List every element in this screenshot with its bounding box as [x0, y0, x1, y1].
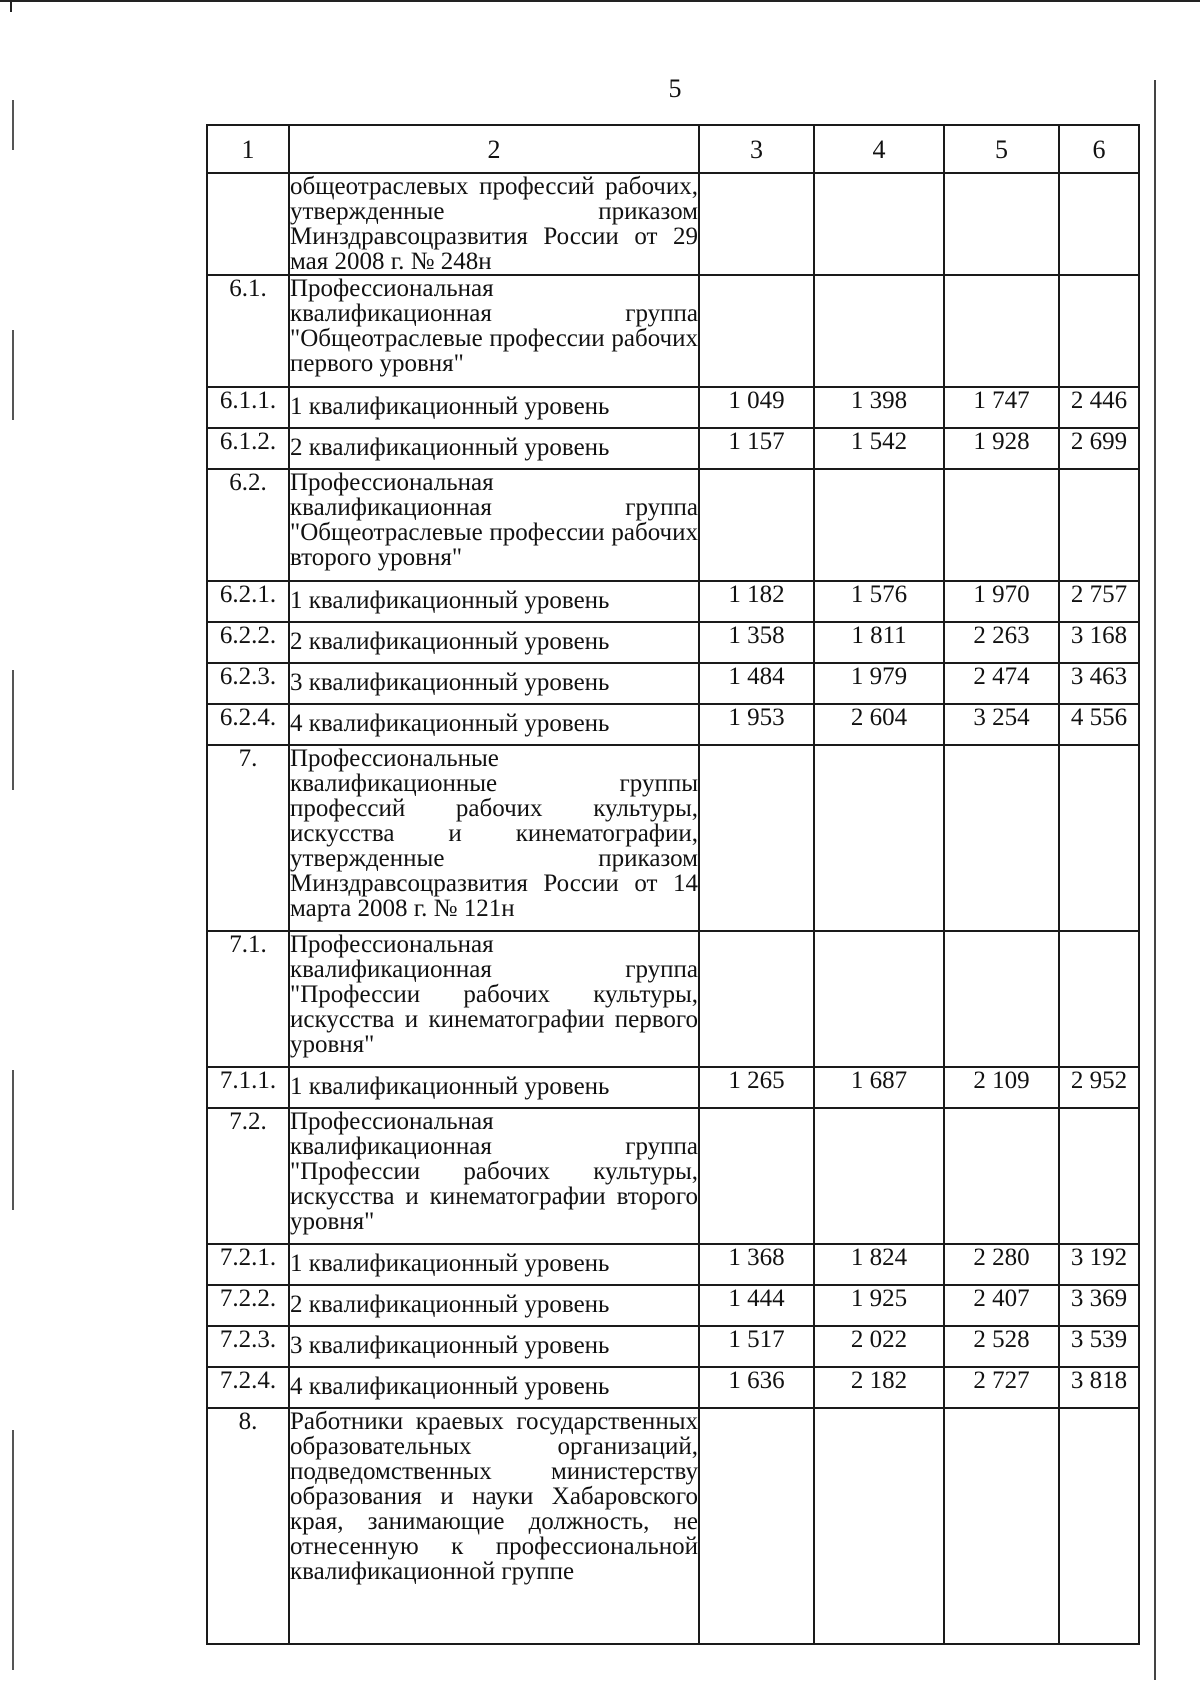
table-row [207, 173, 1139, 275]
value-col-6 [1059, 275, 1139, 387]
value-col-5: 1 747 [944, 387, 1059, 428]
scan-edge-left [10, 0, 12, 12]
value-col-6 [1059, 173, 1139, 275]
table-row [207, 704, 1139, 745]
value-col-4: 1 925 [814, 1285, 944, 1326]
scan-edge-top [0, 0, 1200, 2]
value-col-3 [699, 931, 814, 1067]
value-col-6: 2 699 [1059, 428, 1139, 469]
row-number: 7.2.3. [207, 1326, 289, 1367]
value-col-5 [944, 173, 1059, 275]
value-col-3: 1 265 [699, 1067, 814, 1108]
row-number: 7.2. [207, 1108, 289, 1244]
row-description: 3 квалификационный уровень [289, 663, 699, 704]
row-description: 1 квалификационный уровень [289, 387, 699, 428]
value-col-3: 1 049 [699, 387, 814, 428]
row-description: Профессиональная квалификационная группа "Общеотраслевые профессии рабочих первого уровня" [289, 275, 699, 387]
table-row [207, 1326, 1139, 1367]
value-col-5: 2 727 [944, 1367, 1059, 1408]
row-number: 6.1. [207, 275, 289, 387]
row-description: 1 квалификационный уровень [289, 1067, 699, 1108]
value-col-3: 1 157 [699, 428, 814, 469]
value-col-5: 1 970 [944, 581, 1059, 622]
value-col-4: 2 022 [814, 1326, 944, 1367]
value-col-6: 3 369 [1059, 1285, 1139, 1326]
value-col-5: 1 928 [944, 428, 1059, 469]
value-col-4 [814, 931, 944, 1067]
table-row [207, 428, 1139, 469]
value-col-4 [814, 1408, 944, 1644]
column-header-6: 6 [1059, 125, 1139, 173]
table-row [207, 1108, 1139, 1244]
row-description: 4 квалификационный уровень [289, 1367, 699, 1408]
row-description: 2 квалификационный уровень [289, 428, 699, 469]
value-col-5: 3 254 [944, 704, 1059, 745]
table-row [207, 1408, 1139, 1644]
page-number: 5 [668, 74, 682, 103]
value-col-4 [814, 469, 944, 581]
row-description: 4 квалификационный уровень [289, 704, 699, 745]
table-row [207, 931, 1139, 1067]
row-description: 3 квалификационный уровень [289, 1326, 699, 1367]
value-col-5: 2 280 [944, 1244, 1059, 1285]
row-description: Профессиональная квалификационная группа "Общеотраслевые профессии рабочих второго уровня" [289, 469, 699, 581]
row-number: 7.1.1. [207, 1067, 289, 1108]
row-number: 7.2.1. [207, 1244, 289, 1285]
row-number: 6.2. [207, 469, 289, 581]
value-col-6: 3 192 [1059, 1244, 1139, 1285]
value-col-6 [1059, 1108, 1139, 1244]
value-col-3 [699, 173, 814, 275]
table-row [207, 469, 1139, 581]
table-row [207, 622, 1139, 663]
value-col-6: 2 446 [1059, 387, 1139, 428]
value-col-3 [699, 469, 814, 581]
value-col-6: 3 463 [1059, 663, 1139, 704]
row-number [207, 173, 289, 275]
row-number: 6.2.3. [207, 663, 289, 704]
row-number: 7.1. [207, 931, 289, 1067]
value-col-5 [944, 275, 1059, 387]
row-number: 6.2.4. [207, 704, 289, 745]
scan-edge-left-mark [12, 1070, 14, 1210]
row-number: 6.1.1. [207, 387, 289, 428]
value-col-3 [699, 1408, 814, 1644]
scan-edge-left-mark [12, 100, 14, 150]
row-description: 2 квалификационный уровень [289, 622, 699, 663]
value-col-6 [1059, 931, 1139, 1067]
table-row [207, 1244, 1139, 1285]
value-col-6: 2 952 [1059, 1067, 1139, 1108]
row-description: 1 квалификационный уровень [289, 581, 699, 622]
value-col-4 [814, 745, 944, 931]
row-number: 6.2.1. [207, 581, 289, 622]
row-description: 1 квалификационный уровень [289, 1244, 699, 1285]
value-col-3: 1 517 [699, 1326, 814, 1367]
table-row [207, 275, 1139, 387]
value-col-4: 1 398 [814, 387, 944, 428]
table-row [207, 1367, 1139, 1408]
row-number: 7.2.4. [207, 1367, 289, 1408]
value-col-5 [944, 931, 1059, 1067]
value-col-6: 3 539 [1059, 1326, 1139, 1367]
value-col-4 [814, 173, 944, 275]
value-col-3 [699, 275, 814, 387]
value-col-3: 1 182 [699, 581, 814, 622]
row-description: Профессиональные квалификационные группы профессий рабочих культуры, искусства и кинематографии, утвержденные приказом Минздравсоцразвития России от 14 марта 2008 г. № 121н [289, 745, 699, 931]
value-col-6 [1059, 1408, 1139, 1644]
column-header-4: 4 [814, 125, 944, 173]
table-row [207, 581, 1139, 622]
value-col-4: 2 182 [814, 1367, 944, 1408]
table-row [207, 745, 1139, 931]
row-number: 7. [207, 745, 289, 931]
value-col-4: 1 811 [814, 622, 944, 663]
value-col-4: 1 542 [814, 428, 944, 469]
table-header-row [207, 125, 1139, 173]
value-col-4: 2 604 [814, 704, 944, 745]
table-row [207, 1067, 1139, 1108]
table-row [207, 663, 1139, 704]
table-row [207, 1285, 1139, 1326]
value-col-5 [944, 469, 1059, 581]
value-col-6: 4 556 [1059, 704, 1139, 745]
row-number: 6.2.2. [207, 622, 289, 663]
value-col-4 [814, 275, 944, 387]
value-col-6: 2 757 [1059, 581, 1139, 622]
value-col-4: 1 979 [814, 663, 944, 704]
row-description: 2 квалификационный уровень [289, 1285, 699, 1326]
scan-edge-left-mark [12, 670, 14, 790]
value-col-6 [1059, 469, 1139, 581]
row-description: Профессиональная квалификационная группа "Профессии рабочих культуры, искусства и кинематографии первого уровня" [289, 931, 699, 1067]
column-header-1: 1 [207, 125, 289, 173]
row-number: 6.1.2. [207, 428, 289, 469]
value-col-4: 1 824 [814, 1244, 944, 1285]
table-row [207, 387, 1139, 428]
value-col-5 [944, 1108, 1059, 1244]
value-col-6: 3 818 [1059, 1367, 1139, 1408]
value-col-4: 1 687 [814, 1067, 944, 1108]
row-description: Профессиональная квалификационная группа "Профессии рабочих культуры, искусства и кинематографии второго уровня" [289, 1108, 699, 1244]
value-col-5 [944, 745, 1059, 931]
value-col-3 [699, 1108, 814, 1244]
scan-edge-right [1154, 80, 1156, 1680]
value-col-6 [1059, 745, 1139, 931]
value-col-3: 1 358 [699, 622, 814, 663]
value-col-4 [814, 1108, 944, 1244]
value-col-5: 2 109 [944, 1067, 1059, 1108]
scan-edge-left-mark [12, 1430, 14, 1670]
value-col-3: 1 444 [699, 1285, 814, 1326]
value-col-5: 2 528 [944, 1326, 1059, 1367]
value-col-3: 1 636 [699, 1367, 814, 1408]
value-col-5: 2 407 [944, 1285, 1059, 1326]
value-col-3: 1 484 [699, 663, 814, 704]
value-col-6: 3 168 [1059, 622, 1139, 663]
value-col-3: 1 953 [699, 704, 814, 745]
tariff-table [206, 124, 1140, 1645]
row-number: 8. [207, 1408, 289, 1644]
scan-edge-left-mark [12, 330, 14, 420]
column-header-2: 2 [289, 125, 699, 173]
row-description: Работники краевых государственных образовательных организаций, подведомственных министерству образования и науки Хабаровского края, занимающие должность, не отнесенную к профессиональной квалификационной группе [289, 1408, 699, 1644]
value-col-5: 2 474 [944, 663, 1059, 704]
value-col-3: 1 368 [699, 1244, 814, 1285]
value-col-5 [944, 1408, 1059, 1644]
column-header-3: 3 [699, 125, 814, 173]
value-col-3 [699, 745, 814, 931]
value-col-4: 1 576 [814, 581, 944, 622]
row-description: общеотраслевых профессий рабочих, утвержденные приказом Минздравсоцразвития России от 29 мая 2008 г. № 248н [290, 173, 698, 275]
column-header-5: 5 [944, 125, 1059, 173]
row-number: 7.2.2. [207, 1285, 289, 1326]
value-col-5: 2 263 [944, 622, 1059, 663]
